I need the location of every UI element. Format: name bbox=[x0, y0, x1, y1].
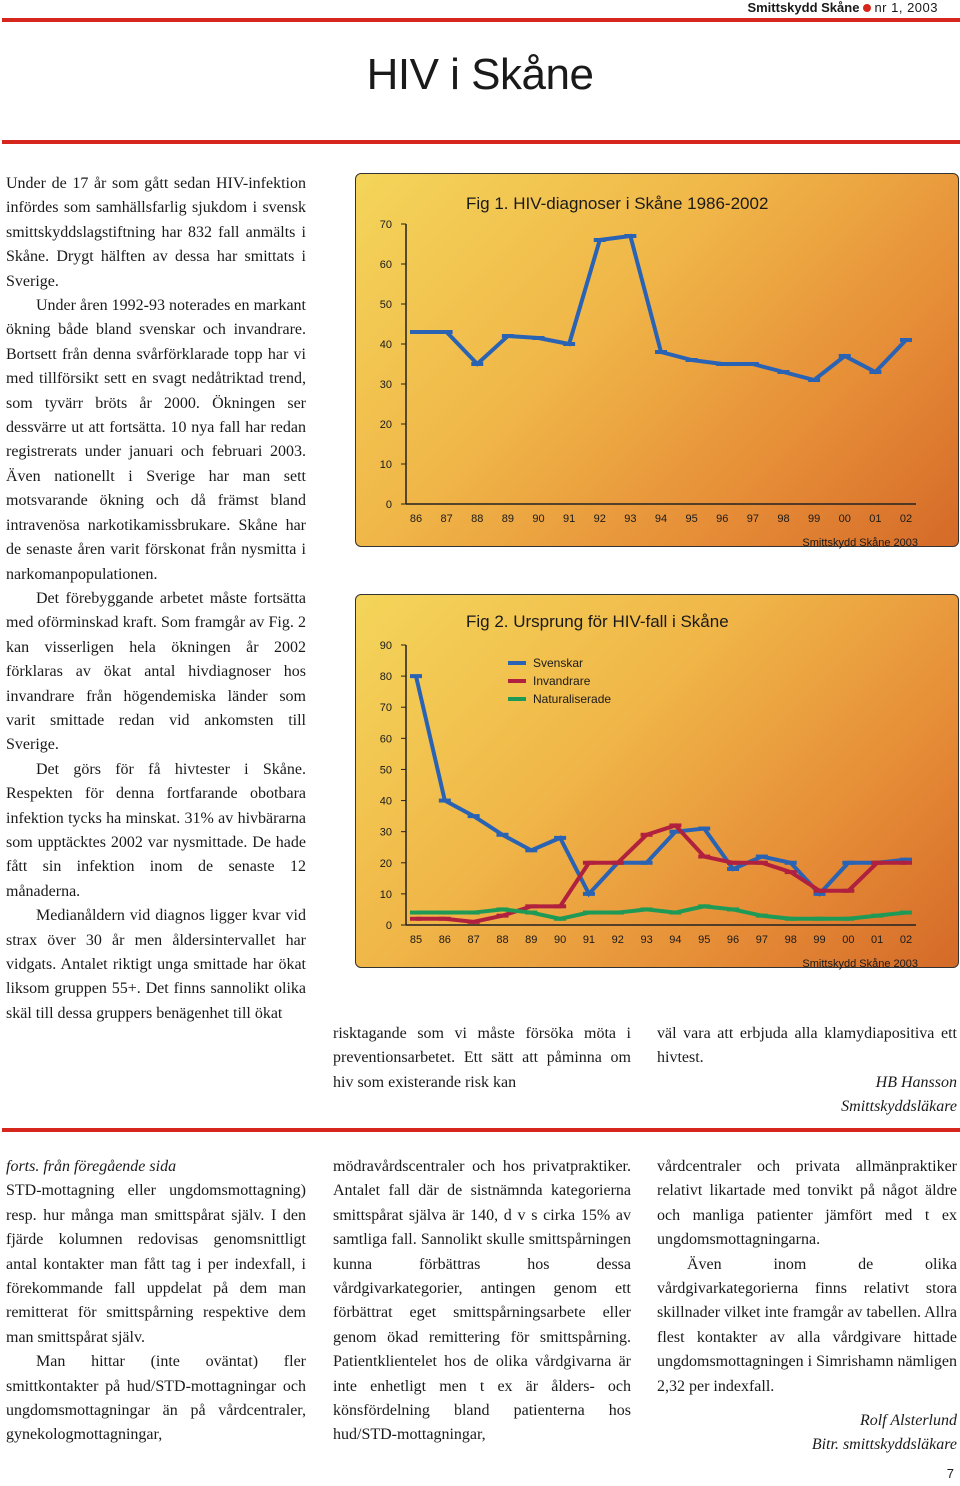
x-tick-label: 85 bbox=[409, 934, 423, 946]
y-tick-label: 10 bbox=[379, 888, 392, 901]
y-tick-label: 0 bbox=[385, 499, 392, 511]
page-number: 7 bbox=[946, 1466, 954, 1481]
continued-label: forts. från föregående sida bbox=[6, 1158, 177, 1175]
x-tick-label: 99 bbox=[808, 513, 821, 525]
x-tick-label: 93 bbox=[624, 513, 637, 525]
bullet-icon bbox=[863, 4, 871, 12]
y-tick-label: 50 bbox=[379, 299, 392, 311]
x-tick-label: 98 bbox=[784, 934, 797, 946]
y-tick-label: 20 bbox=[379, 857, 392, 870]
x-tick-label: 01 bbox=[869, 513, 882, 525]
paragraph: Medianåldern vid diagnos ligger kvar vid strax över 30 år men åldersintervallet har vidgats. Antalet riktigt unga smittade har ökat liksom gruppen 55+. Det finns sannolikt olika skäl till dessa gruppers benägenhet till ökat bbox=[6, 907, 306, 1022]
magazine-name: Smittskydd Skåne bbox=[747, 0, 860, 15]
x-tick-label: 00 bbox=[838, 513, 851, 525]
x-tick-label: 96 bbox=[726, 934, 740, 946]
chart-title: Fig 2. Ursprung för HIV-fall i Skåne bbox=[466, 612, 729, 631]
x-tick-label: 88 bbox=[471, 513, 484, 525]
x-tick-label: 91 bbox=[563, 513, 576, 525]
paragraph: risktagande som vi måste försöka möta i preventionsarbetet. Ett sätt att påminna om hiv som existerande risk kan bbox=[333, 1025, 631, 1091]
x-tick-label: 97 bbox=[746, 513, 759, 525]
bottom-column-1 bbox=[6, 1155, 306, 1448]
bottom-column-3 bbox=[657, 1155, 957, 1458]
author-role: Bitr. smittskyddsläkare bbox=[811, 1436, 957, 1454]
paragraph: Under åren 1992-93 noterades en markant ökning både bland svenskar och invandrare. Bortsett från denna svårförklarade topp har vi med tillförsikt sett en svagt nedåtriktad trend, som tyvärr bröts år 2000. Ökningen ser dessvärre ut att fortsätta. 10 nya fall har redan registrerats under januari och februari 2003. Även nationellt i Sverige har man sett motsvarande ökning och då främst bland intravenösa narkotikamissbrukare. Skåne har de senaste åren varit förskonat från nysmitta i narkomanpopulationen. bbox=[6, 297, 306, 583]
paragraph: mödravårdscentraler och hos privatpraktiker. Antalet fall där de sistnämnda kategorierna smittspårat själva är 140, d v s cirka 15% av samtliga fall. Sannolikt skulle smittspårningen kunna förbättras hos dessa vårdgivarkategorier, antingen genom ett förbättrat eget smittspårningsarbete eller genom ökad remittering för smittspårning. Patientklientelet hos de olika vårdgivarna är inte enhetligt men t ex är ålders- och könsfördelning bland patienterna hos hud/STD-mottagningar, bbox=[333, 1158, 631, 1444]
series-line bbox=[416, 676, 906, 894]
x-tick-label: 96 bbox=[716, 513, 729, 525]
page-title: HIV i Skåne bbox=[366, 50, 594, 99]
x-tick-label: 97 bbox=[755, 934, 769, 946]
article-column-1 bbox=[6, 172, 306, 1026]
fig2-chart bbox=[355, 594, 959, 968]
paragraph: väl vara att erbjuda alla klamydiapositiva ett hivtest. bbox=[657, 1025, 957, 1067]
article-column-2-top bbox=[333, 1022, 631, 1095]
x-tick-label: 95 bbox=[685, 513, 698, 525]
y-tick-label: 40 bbox=[379, 339, 392, 351]
issue-label: nr 1, 2003 bbox=[874, 0, 938, 15]
legend-label: Naturaliserade bbox=[533, 692, 612, 706]
bottom-column-2 bbox=[333, 1155, 631, 1448]
x-tick-label: 89 bbox=[525, 934, 538, 946]
running-header bbox=[747, 0, 938, 15]
title-rule bbox=[2, 140, 960, 144]
x-tick-label: 95 bbox=[698, 934, 711, 946]
section-rule bbox=[2, 1128, 960, 1132]
series-line bbox=[416, 236, 906, 380]
chart-source: Smittskydd Skåne 2003 bbox=[802, 537, 918, 549]
author-role: Smittskyddsläkare bbox=[841, 1098, 957, 1116]
author-name: HB Hansson bbox=[875, 1073, 957, 1091]
paragraph: Man hittar (inte oväntat) fler smittkontakter på hud/STD-mottagningar och ungdomsmottagningar än på vårdcentraler, gynekologmottagningar, bbox=[6, 1353, 306, 1444]
chart-svg bbox=[356, 595, 958, 970]
y-tick-label: 70 bbox=[379, 219, 392, 231]
y-tick-label: 40 bbox=[379, 795, 392, 808]
paragraph: Även inom de olika vårdgivarkategorierna finns relativt stora skillnader vilket inte framgår av tabellen. Allra flest kontakter av alla vårdgivare hittade ungdomsmottagningen i Simrishamn nämligen 2,32 per indexfall. bbox=[657, 1255, 957, 1395]
x-tick-label: 94 bbox=[669, 934, 682, 946]
y-tick-label: 60 bbox=[379, 733, 392, 746]
x-tick-label: 87 bbox=[467, 934, 480, 946]
paragraph: Under de 17 år som gått sedan HIV-infektion infördes som samhällsfarlig sjukdom i svensk smittskyddslagstiftning har 832 fall anmälts i Skåne. Drygt hälften av dessa har smittats i Sverige. bbox=[6, 175, 306, 290]
x-tick-label: 92 bbox=[593, 513, 606, 525]
top-rule bbox=[2, 18, 960, 22]
x-tick-label: 99 bbox=[813, 934, 826, 946]
paragraph: Det görs för få hivtester i Skåne. Respekten för denna fortfarande obotbara infektion tycks ha minskat. 31% av hivbärarna som upptäcktes 2002 var nysmittade. De hade fått sin infektion inom de senaste 12 månaderna. bbox=[6, 760, 306, 900]
author-name: Rolf Alsterlund bbox=[859, 1412, 957, 1430]
chart-svg bbox=[356, 174, 958, 549]
x-tick-label: 94 bbox=[654, 513, 668, 525]
x-tick-label: 90 bbox=[532, 513, 545, 525]
x-tick-label: 86 bbox=[438, 934, 451, 946]
paragraph: Det förebyggande arbetet måste fortsätta med oförminskad kraft. Som framgår av Fig. 2 kan visserligen hela ökningen år 2002 förklaras av ökat antal hivdiagnoser hos invandrare från högendemiska länder som varit smittade redan vid ankomsten till Sverige. bbox=[6, 589, 306, 754]
x-tick-label: 93 bbox=[640, 934, 653, 946]
y-tick-label: 30 bbox=[379, 379, 392, 391]
x-tick-label: 89 bbox=[501, 513, 514, 525]
y-tick-label: 60 bbox=[379, 259, 392, 271]
chart-title: Fig 1. HIV-diagnoser i Skåne 1986-2002 bbox=[466, 194, 769, 213]
x-tick-label: 90 bbox=[553, 934, 567, 946]
y-tick-label: 30 bbox=[379, 826, 392, 839]
y-tick-label: 50 bbox=[379, 764, 392, 777]
x-tick-label: 02 bbox=[899, 513, 913, 525]
chart-source: Smittskydd Skåne 2003 bbox=[802, 958, 918, 970]
x-tick-label: 98 bbox=[777, 513, 790, 525]
series-line bbox=[416, 825, 906, 921]
x-tick-label: 92 bbox=[611, 934, 624, 946]
y-tick-label: 10 bbox=[379, 459, 392, 471]
y-tick-label: 90 bbox=[379, 640, 392, 652]
x-tick-label: 02 bbox=[899, 934, 913, 946]
paragraph: STD-mottagning eller ungdomsmottagning) resp. hur många man smittspårat själv. I den fjärde kolumnen redovisas genomsnittligt antal kontakter man fått tag i per indexfall, i förekommande fall uppdelat på dem man remitterat för smittspårning respektive dem man smittspårat själv. bbox=[6, 1182, 306, 1346]
x-tick-label: 88 bbox=[496, 934, 509, 946]
y-tick-label: 80 bbox=[379, 671, 392, 684]
legend-label: Svenskar bbox=[533, 656, 584, 670]
y-tick-label: 70 bbox=[379, 702, 392, 715]
y-tick-label: 20 bbox=[379, 419, 392, 431]
legend-label: Invandrare bbox=[533, 674, 591, 688]
x-tick-label: 01 bbox=[871, 934, 884, 946]
article-column-3-top bbox=[657, 1022, 957, 1120]
fig1-chart bbox=[355, 173, 959, 547]
x-tick-label: 00 bbox=[842, 934, 855, 946]
x-tick-label: 87 bbox=[440, 513, 453, 525]
paragraph: vårdcentraler och privata allmänpraktiker relativt likartade med tonvikt på något äldre och manliga patienter jämfört med t ex ungdomsmottagningarna. bbox=[657, 1158, 957, 1249]
y-tick-label: 0 bbox=[385, 920, 392, 932]
x-tick-label: 86 bbox=[409, 513, 423, 525]
x-tick-label: 91 bbox=[582, 934, 596, 946]
